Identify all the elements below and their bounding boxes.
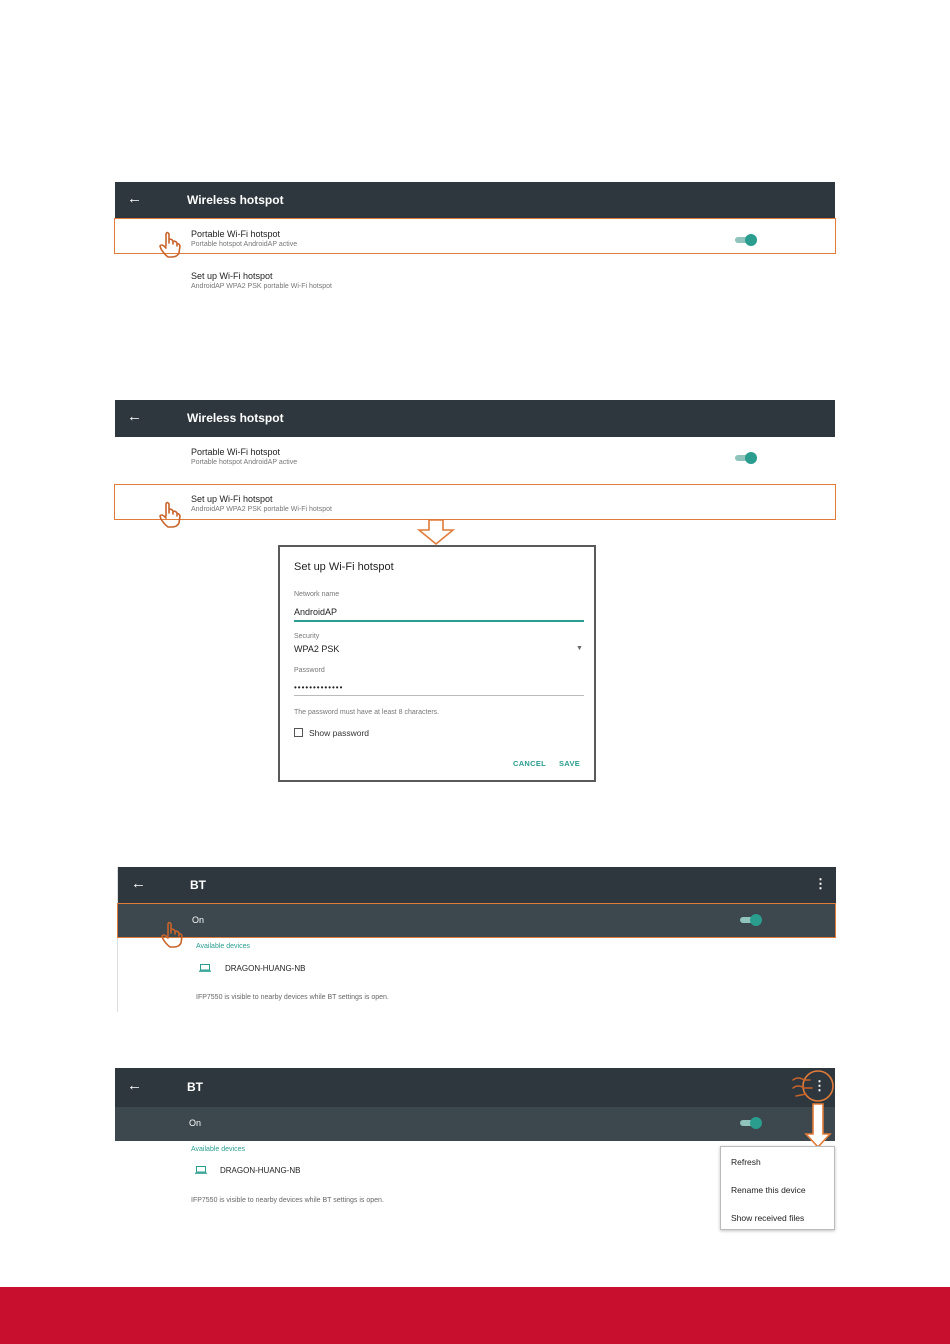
setup-hotspot-dialog: [278, 545, 596, 782]
hand-pointer-icon: [160, 920, 186, 950]
cancel-button[interactable]: CANCEL: [513, 759, 547, 768]
laptop-icon: [199, 964, 211, 972]
show-password-label[interactable]: Show password: [309, 728, 370, 738]
available-devices-label: Available devices: [191, 1146, 245, 1153]
more-vertical-icon[interactable]: ⋮: [813, 1078, 826, 1093]
screen-title: BT: [190, 878, 206, 892]
password-label: Password: [294, 667, 325, 674]
back-arrow-icon[interactable]: ←: [131, 875, 146, 892]
more-vertical-icon[interactable]: ⋮: [814, 876, 827, 891]
bt-screen-1: [117, 867, 836, 1012]
on-label: On: [192, 915, 205, 925]
password-hint: The password must have at least 8 characters.: [294, 709, 440, 716]
back-arrow-icon[interactable]: ←: [127, 1077, 142, 1094]
dialog-title: Set up Wi-Fi hotspot: [294, 561, 394, 573]
highlight-box: [117, 903, 836, 938]
row-subtitle: AndroidAP WPA2 PSK portable Wi-Fi hotspot: [191, 506, 332, 513]
show-password-checkbox[interactable]: [294, 728, 303, 737]
menu-item-rename-device[interactable]: Rename this device: [731, 1185, 806, 1195]
menu-highlight-circle: [790, 1068, 840, 1148]
row-subtitle: Portable hotspot AndroidAP active: [191, 241, 298, 248]
overflow-menu: [720, 1146, 835, 1230]
bt-on-row[interactable]: [115, 1107, 835, 1141]
down-arrow-icon: [417, 519, 455, 546]
bt-toggle[interactable]: [740, 1117, 762, 1129]
back-arrow-icon[interactable]: ←: [127, 190, 142, 207]
back-arrow-icon[interactable]: ←: [127, 408, 142, 425]
device-name[interactable]: DRAGON-HUANG-NB: [220, 1166, 301, 1175]
visibility-note: IFP7550 is visible to nearby devices while BT settings is open.: [191, 1197, 384, 1204]
hotspot-toggle[interactable]: [735, 452, 757, 464]
toolbar: [118, 867, 836, 904]
screen-title: Wireless hotspot: [187, 193, 284, 207]
row-title: Set up Wi-Fi hotspot: [191, 494, 273, 504]
caret-down-icon[interactable]: ▼: [576, 645, 583, 652]
portable-hotspot-row[interactable]: [115, 437, 835, 477]
row-subtitle: AndroidAP WPA2 PSK portable Wi-Fi hotspot: [191, 283, 332, 290]
on-label: On: [189, 1118, 202, 1128]
network-name-underline: [294, 620, 584, 622]
menu-item-show-received-files[interactable]: Show received files: [731, 1213, 805, 1223]
highlight-box: [114, 218, 836, 254]
setup-hotspot-row[interactable]: [115, 262, 835, 297]
highlight-box: [114, 484, 836, 520]
screen-title: BT: [187, 1080, 203, 1094]
footer-band: [0, 1287, 950, 1344]
device-name[interactable]: DRAGON-HUANG-NB: [225, 964, 306, 973]
password-underline: [294, 695, 584, 696]
network-name-label: Network name: [294, 591, 340, 598]
available-devices-label: Available devices: [196, 943, 250, 950]
row-title: Portable Wi-Fi hotspot: [191, 229, 281, 239]
laptop-icon: [195, 1166, 207, 1174]
security-select[interactable]: WPA2 PSK: [294, 644, 340, 654]
toolbar: [115, 1068, 835, 1107]
save-button[interactable]: SAVE: [559, 759, 581, 768]
screen-title: Wireless hotspot: [187, 411, 284, 425]
menu-item-refresh[interactable]: Refresh: [731, 1157, 761, 1167]
toolbar: [115, 400, 835, 437]
password-field[interactable]: •••••••••••••: [294, 683, 344, 692]
visibility-note: IFP7550 is visible to nearby devices while BT settings is open.: [196, 994, 389, 1001]
security-label: Security: [294, 633, 320, 640]
network-name-field[interactable]: AndroidAP: [294, 607, 338, 617]
row-subtitle: Portable hotspot AndroidAP active: [191, 459, 298, 466]
hand-pointer-icon: [158, 500, 184, 530]
toolbar: [115, 182, 835, 219]
row-title: Set up Wi-Fi hotspot: [191, 271, 273, 281]
hand-pointer-icon: [158, 230, 184, 260]
row-title: Portable Wi-Fi hotspot: [191, 447, 281, 457]
